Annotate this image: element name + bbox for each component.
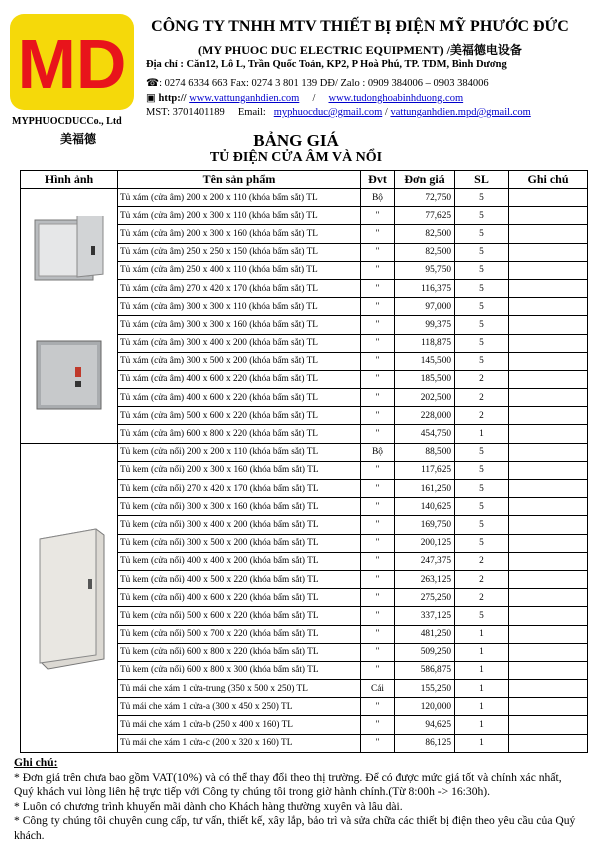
unit-cell: " [361,225,395,243]
qty-cell: 5 [455,261,509,279]
price-cell: 99,375 [395,316,455,334]
qty-cell: 1 [455,625,509,643]
qty-cell: 1 [455,661,509,679]
price-cell: 88,500 [395,443,455,461]
unit-cell: " [361,461,395,479]
product-name: Tủ xám (cửa âm) 500 x 600 x 220 (khóa bấm sắt) TL [118,407,361,425]
product-name: Tủ kem (cửa nổi) 200 x 200 x 110 (khóa bấm sắt) TL [118,443,361,461]
tax-code: MST: 3701401189 [146,107,225,118]
logo-chinese: 美福德 [60,132,97,146]
qty-cell: 2 [455,552,509,570]
note-cell [509,698,588,716]
website-link-2[interactable]: www.tudonghoabinhduong.com [328,93,464,104]
note-cell [509,334,588,352]
website-link-1[interactable]: www.vattunganhdien.com [189,93,300,104]
unit-cell: " [361,407,395,425]
qty-cell: 1 [455,698,509,716]
price-cell: 117,625 [395,461,455,479]
product-name: Tủ xám (cửa âm) 250 x 250 x 150 (khóa bấm sắt) TL [118,243,361,261]
price-cell: 94,625 [395,716,455,734]
price-cell: 247,375 [395,552,455,570]
product-name: Tủ kem (cửa nổi) 300 x 400 x 200 (khóa bấm sắt) TL [118,516,361,534]
product-name: Tủ kem (cửa nổi) 400 x 600 x 220 (khóa bấm sắt) TL [118,589,361,607]
product-name: Tủ xám (cửa âm) 400 x 600 x 220 (khóa bấm sắt) TL [118,389,361,407]
phone-text: : 0274 6334 663 Fax: 0274 3 801 139 DĐ/ Zalo : 0909 384006 – 0903 384006 [159,78,489,89]
price-table [20,170,588,753]
product-name: Tủ xám (cửa âm) 400 x 600 x 220 (khóa bấm sắt) TL [118,370,361,388]
unit-cell: " [361,534,395,552]
price-cell: 481,250 [395,625,455,643]
price-cell: 454,750 [395,425,455,443]
unit-cell: " [361,607,395,625]
product-name: Tủ mái che xám 1 cửa-c (200 x 320 x 160) TL [118,734,361,752]
qty-cell: 5 [455,189,509,207]
product-name: Tủ xám (cửa âm) 250 x 400 x 110 (khóa bấm sắt) TL [118,261,361,279]
note-cell [509,716,588,734]
note-cell [509,279,588,297]
product-name: Tủ mái che xám 1 cửa-b (250 x 400 x 160) TL [118,716,361,734]
qty-cell: 1 [455,643,509,661]
qty-cell: 1 [455,734,509,752]
qty-cell: 5 [455,316,509,334]
unit-cell: " [361,261,395,279]
unit-cell: " [361,516,395,534]
unit-cell: " [361,334,395,352]
price-cell: 185,500 [395,370,455,388]
unit-cell: Bộ [361,189,395,207]
product-name: Tủ kem (cửa nổi) 600 x 800 x 220 (khóa bấm sắt) TL [118,643,361,661]
price-cell: 202,500 [395,389,455,407]
qty-cell: 5 [455,516,509,534]
address: Địa chỉ : Căn12, Lô L, Trần Quốc Toản, KP2, P Hoà Phú, TP. TDM, Bình Dương [146,59,507,70]
website-line [146,92,463,104]
price-cell: 509,250 [395,643,455,661]
email-link-1[interactable]: myphuocduc@gmail.com [273,107,383,118]
note-cell [509,643,588,661]
col-header-qty: SL [455,171,509,189]
col-header-image: Hình ảnh [21,171,118,189]
unit-cell: " [361,698,395,716]
price-cell: 82,500 [395,243,455,261]
price-cell: 82,500 [395,225,455,243]
product-name: Tủ xám (cửa âm) 300 x 500 x 200 (khóa bấm sắt) TL [118,352,361,370]
product-name: Tủ kem (cửa nổi) 400 x 400 x 200 (khóa bấm sắt) TL [118,552,361,570]
qty-cell: 5 [455,207,509,225]
price-cell: 116,375 [395,279,455,297]
product-name: Tủ mái che xám 1 cửa-a (300 x 450 x 250) TL [118,698,361,716]
product-name: Tủ xám (cửa âm) 270 x 420 x 170 (khóa bấm sắt) TL [118,279,361,297]
note-cell [509,734,588,752]
unit-cell: " [361,425,395,443]
note-item: * Công ty chúng tôi chuyên cung cấp, tư vấn, thiết kế, xây lắp, bảo trì và sửa chữa các thiết bị điện theo yêu cầu của Quý khách. [14,814,576,842]
qty-cell: 2 [455,407,509,425]
unit-cell: " [361,480,395,498]
qty-cell: 5 [455,279,509,297]
email-label: Email: [237,107,266,118]
note-cell [509,261,588,279]
note-cell [509,607,588,625]
qty-cell: 5 [455,461,509,479]
note-cell [509,480,588,498]
price-cell: 169,750 [395,516,455,534]
qty-cell: 2 [455,370,509,388]
qty-cell: 1 [455,425,509,443]
note-item: * Luôn có chương trình khuyến mãi dành cho Khách hàng thường xuyên và lâu dài. [14,799,403,813]
note-item: * Đơn giá trên chưa bao gồm VAT(10%) và có thể thay đổi theo thị trường. Để có được mức giá tốt và chính xác nhất, Quý khách vui lòng liên hệ trực tiếp với Công ty chúng tôi trong giờ hành chính.(Từ 8:00h -> 16:30h). [14,770,562,799]
note-cell [509,407,588,425]
email-separator: / [384,107,388,118]
price-cell: 77,625 [395,207,455,225]
qty-cell: 2 [455,389,509,407]
price-cell: 337,125 [395,607,455,625]
note-cell [509,298,588,316]
table-row [21,443,588,461]
unit-cell: " [361,352,395,370]
unit-cell: " [361,552,395,570]
product-name: Tủ kem (cửa nổi) 300 x 300 x 160 (khóa bấm sắt) TL [118,498,361,516]
company-logo [10,14,134,110]
note-cell [509,443,588,461]
price-cell: 97,000 [395,298,455,316]
col-header-note: Ghi chú [509,171,588,189]
price-cell: 161,250 [395,480,455,498]
qty-cell: 2 [455,589,509,607]
product-name: Tủ xám (cửa âm) 200 x 300 x 160 (khóa bấm sắt) TL [118,225,361,243]
qty-cell: 5 [455,443,509,461]
qty-cell: 1 [455,716,509,734]
note-cell [509,189,588,207]
phone-line [146,77,489,89]
product-name: Tủ kem (cửa nổi) 600 x 800 x 300 (khóa bấm sắt) TL [118,661,361,679]
note-cell [509,498,588,516]
price-cell: 118,875 [395,334,455,352]
product-name: Tủ xám (cửa âm) 200 x 300 x 110 (khóa bấm sắt) TL [118,207,361,225]
col-header-product: Tên sản phẩm [118,171,361,189]
product-name: Tủ kem (cửa nổi) 300 x 500 x 200 (khóa bấm sắt) TL [118,534,361,552]
note-cell [509,625,588,643]
unit-cell: " [361,643,395,661]
note-cell [509,207,588,225]
note-cell [509,570,588,588]
notes-section [14,756,584,844]
unit-cell: " [361,370,395,388]
qty-cell: 5 [455,298,509,316]
note-cell [509,352,588,370]
product-name: Tủ xám (cửa âm) 300 x 400 x 200 (khóa bấm sắt) TL [118,334,361,352]
unit-cell: " [361,279,395,297]
unit-cell: " [361,207,395,225]
price-cell: 72,750 [395,189,455,207]
unit-cell: " [361,298,395,316]
product-name: Tủ kem (cửa nổi) 500 x 600 x 220 (khóa bấm sắt) TL [118,607,361,625]
product-image-beige-cabinet [21,443,118,752]
unit-cell: " [361,661,395,679]
svg-text:MD: MD [17,25,127,103]
price-cell: 263,125 [395,570,455,588]
web-separator: / [312,93,316,104]
note-cell [509,534,588,552]
product-name: Tủ kem (cửa nổi) 270 x 420 x 170 (khóa bấm sắt) TL [118,480,361,498]
note-cell [509,316,588,334]
price-cell: 228,000 [395,407,455,425]
note-cell [509,516,588,534]
unit-cell: " [361,316,395,334]
unit-cell: " [361,589,395,607]
unit-cell: " [361,570,395,588]
note-cell [509,589,588,607]
qty-cell: 5 [455,480,509,498]
qty-cell: 5 [455,352,509,370]
qty-cell: 5 [455,607,509,625]
product-image-grey-cabinets [21,189,118,444]
notes-title: Ghi chú: [14,756,58,769]
email-link-2[interactable]: vattunganhdien.mpd@gmail.com [390,107,531,118]
qty-cell: 5 [455,334,509,352]
price-cell: 155,250 [395,680,455,698]
qty-cell: 5 [455,243,509,261]
company-english-name: (MY PHUOC DUC ELECTRIC EQUIPMENT) /美福德电设备 [198,43,522,57]
web-label: http:// [158,93,187,104]
note-cell [509,680,588,698]
unit-cell: " [361,625,395,643]
product-name: Tủ mái che xám 1 cửa-trung (350 x 500 x 250) TL [118,680,361,698]
col-header-unit: Đvt [361,171,395,189]
col-header-price: Đơn giá [395,171,455,189]
note-cell [509,389,588,407]
price-cell: 275,250 [395,589,455,607]
logo-subtitle: MYPHUOCDUCCo., Ltd [12,116,122,127]
qty-cell: 5 [455,225,509,243]
unit-cell: " [361,716,395,734]
tax-email-line [146,107,531,118]
product-name: Tủ xám (cửa âm) 200 x 200 x 110 (khóa bấm sắt) TL [118,189,361,207]
table-row [21,189,588,207]
qty-cell: 5 [455,498,509,516]
unit-cell: " [361,389,395,407]
price-cell: 586,875 [395,661,455,679]
unit-cell: " [361,498,395,516]
price-cell: 86,125 [395,734,455,752]
note-cell [509,552,588,570]
qty-cell: 1 [455,680,509,698]
note-cell [509,425,588,443]
price-cell: 200,125 [395,534,455,552]
monitor-icon: ▣ [146,93,156,104]
note-cell [509,461,588,479]
page-title: BẢNG GIÁ [253,131,339,150]
product-name: Tủ kem (cửa nổi) 500 x 700 x 220 (khóa bấm sắt) TL [118,625,361,643]
product-name: Tủ xám (cửa âm) 300 x 300 x 110 (khóa bấm sắt) TL [118,298,361,316]
price-cell: 95,750 [395,261,455,279]
price-cell: 145,500 [395,352,455,370]
note-cell [509,225,588,243]
price-cell: 120,000 [395,698,455,716]
table-header-row [21,171,588,189]
phone-icon: ☎ [146,78,160,89]
product-name: Tủ kem (cửa nổi) 400 x 500 x 220 (khóa bấm sắt) TL [118,570,361,588]
qty-cell: 5 [455,534,509,552]
note-cell [509,661,588,679]
note-cell [509,370,588,388]
product-name: Tủ xám (cửa âm) 300 x 300 x 160 (khóa bấm sắt) TL [118,316,361,334]
price-cell: 140,625 [395,498,455,516]
unit-cell: Cái [361,680,395,698]
product-name: Tủ kem (cửa nổi) 200 x 300 x 160 (khóa bấm sắt) TL [118,461,361,479]
page-subtitle: TỦ ĐIỆN CỬA ÂM VÀ NỔI [209,150,383,165]
company-name: CÔNG TY TNHH MTV THIẾT BỊ ĐIỆN MỸ PHƯỚC ĐỨC [151,18,569,35]
unit-cell: Bộ [361,443,395,461]
product-name: Tủ xám (cửa âm) 600 x 800 x 220 (khóa bấm sắt) TL [118,425,361,443]
note-cell [509,243,588,261]
unit-cell: " [361,734,395,752]
unit-cell: " [361,243,395,261]
qty-cell: 2 [455,570,509,588]
